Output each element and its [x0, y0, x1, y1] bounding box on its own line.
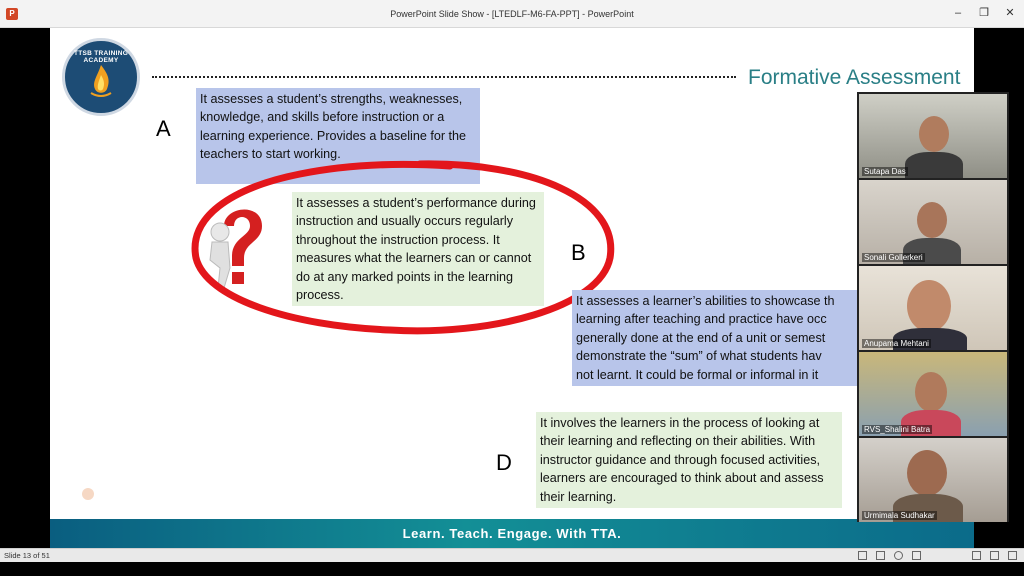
option-letter-a: A — [156, 116, 171, 141]
option-c-text: It assesses a learner’s abilities to showcase th learning after teaching and practice have occ generally done at the end of a unit or semest demonstrate the “sum” of what students hav not learnt. It could be formal or informal in it — [572, 290, 872, 386]
reading-view-icon[interactable] — [912, 551, 921, 560]
slide-counter: Slide 13 of 51 — [4, 551, 50, 560]
participant-name: RVS_Shalini Batra — [864, 425, 931, 434]
participant-avatar — [919, 116, 949, 152]
participant-tile[interactable] — [859, 266, 1007, 350]
participant-tile[interactable] — [859, 94, 1007, 178]
slide — [50, 28, 974, 548]
option-d-text: It involves the learners in the process of looking at their learning and reflecting on their abilities. With instructor guidance and through focused activities, learners are encouraged to think about and assess their learning. — [536, 412, 842, 508]
option-b-text: It assesses a student’s performance during instruction and usually occurs regularly throughout the instruction process. It measures what the learners can or cannot do at any marked points in the learning process. — [292, 192, 544, 306]
option-letter-b: B — [571, 240, 586, 265]
slideshow-icon[interactable] — [894, 551, 903, 560]
footer-tagline: Learn. Teach. Engage. With TTA. — [402, 526, 622, 541]
option-a-text: It assesses a student’s strengths, weaknesses, knowledge, and skills before instruction or a learning experience. Provides a baseline for the teachers to start working. — [196, 88, 480, 184]
participant-tile[interactable] — [859, 180, 1007, 264]
restore-button[interactable]: ❐ — [979, 7, 989, 19]
fit-slide-icon[interactable] — [990, 551, 999, 560]
close-button[interactable]: ✕ — [1005, 7, 1015, 19]
slide-sorter-icon[interactable] — [876, 551, 885, 560]
participant-name: Anupama Mehtani — [864, 339, 929, 348]
logo-text: TTSB TRAINING ACADEMY — [73, 50, 129, 64]
participant-avatar — [915, 372, 947, 412]
flame-icon — [87, 63, 115, 99]
zoom-in-icon[interactable] — [1008, 551, 1017, 560]
participant-name: Urmimala Sudhakar — [864, 511, 935, 520]
minimize-button[interactable]: – — [954, 7, 962, 19]
participant-tile[interactable] — [859, 438, 1007, 522]
normal-view-icon[interactable] — [858, 551, 867, 560]
letterbox-left — [0, 28, 50, 548]
window-title: PowerPoint Slide Show - [LTEDLF-M6-FA-PPT] - PowerPoint — [390, 9, 634, 19]
participant-name: Sutapa Das — [864, 167, 906, 176]
video-gallery — [857, 92, 1009, 522]
slide-footer — [50, 519, 974, 548]
title-divider — [152, 76, 736, 78]
zoom-out-icon[interactable] — [972, 551, 981, 560]
participant-name: Sonali Gollerkeri — [864, 253, 923, 262]
status-bar — [0, 548, 1024, 562]
participant-avatar — [907, 450, 947, 496]
option-letter-d: D — [496, 450, 512, 475]
powerpoint-icon: P — [6, 8, 18, 20]
participant-tile[interactable] — [859, 352, 1007, 436]
academy-logo — [62, 38, 140, 116]
window-titlebar — [0, 0, 1024, 28]
participant-avatar — [917, 202, 947, 238]
letterbox-bottom — [0, 562, 1024, 576]
slide-title: Formative Assessment — [748, 66, 961, 89]
participant-avatar — [907, 280, 951, 332]
decorative-dot — [82, 488, 94, 500]
red-annotation-circle — [190, 158, 630, 338]
